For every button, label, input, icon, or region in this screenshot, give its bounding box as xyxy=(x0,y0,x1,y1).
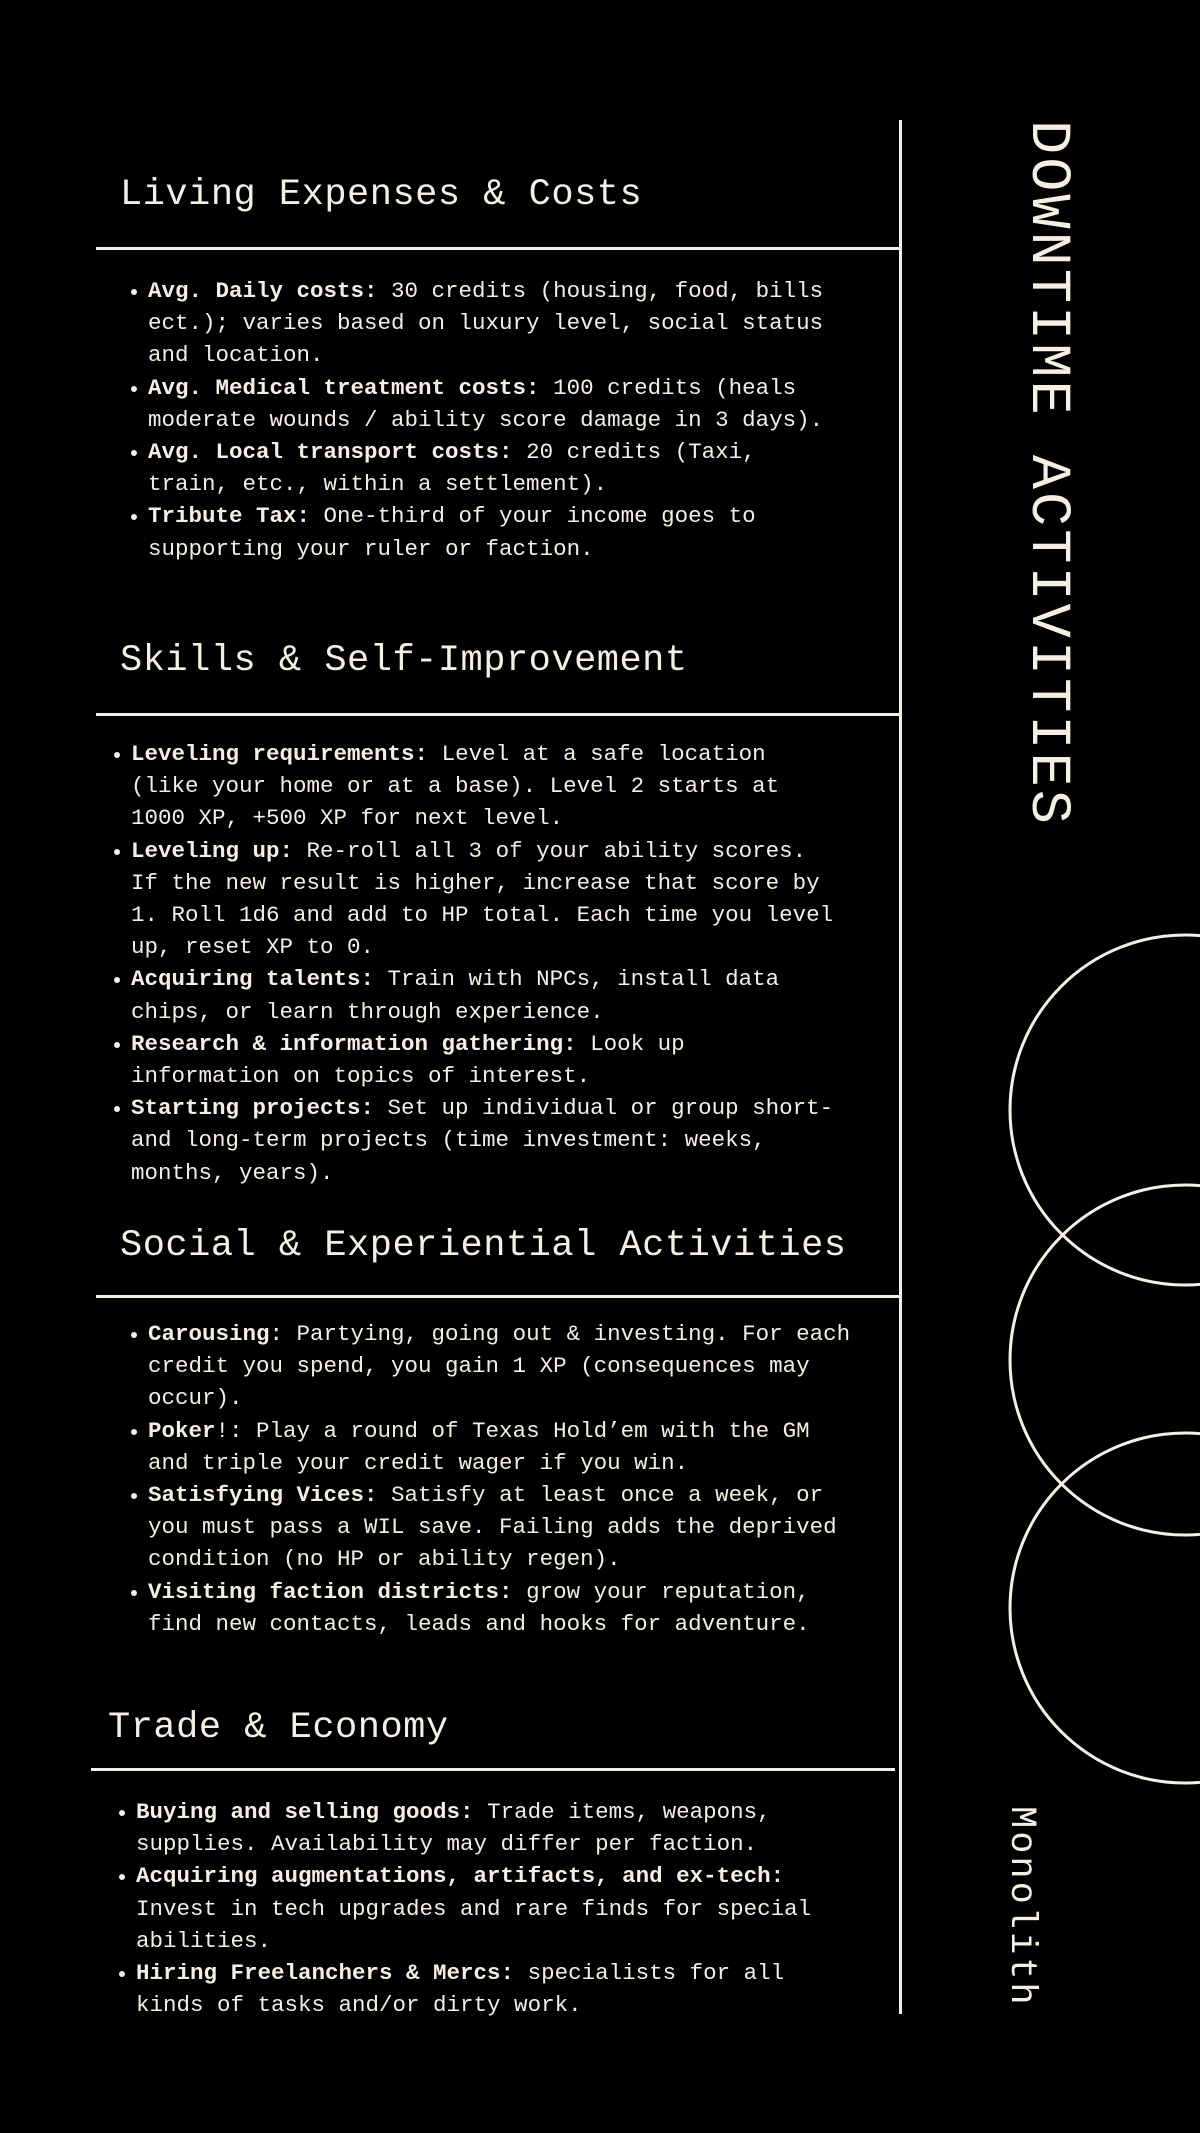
item-text: Set up individual or group short- and long-term projects (time investment: weeks, months, years). xyxy=(131,1095,834,1186)
item-label: Leveling up: xyxy=(131,837,294,864)
brand-label: Monolith xyxy=(1000,1806,1042,2008)
item-label: Buying and selling goods: xyxy=(136,1799,474,1825)
page-title: DOWNTIME ACTIVITIES xyxy=(1015,120,1079,827)
decorative-circle-middle xyxy=(1010,1185,1200,1535)
item-text: : Partying, going out & investing. For each credit you spend, you gain 1 XP (consequences may occur). xyxy=(148,1321,851,1412)
item-label: Carousing xyxy=(148,1321,270,1347)
item-label: Satisfying Vices: xyxy=(148,1482,378,1509)
item-label: Starting projects: xyxy=(131,1095,375,1122)
decorative-circle-top xyxy=(1010,935,1200,1285)
section-heading-living-expenses: Living Expenses & Costs xyxy=(120,174,643,216)
item-text: Look up information on topics of interest. xyxy=(131,1030,685,1090)
item-text: specialists for all kinds of tasks and/or dirty work. xyxy=(136,1960,785,2019)
section-heading-trade: Trade & Economy xyxy=(108,1707,449,1749)
item-text: Level at a safe location (like your home or at a base). Level 2 starts at 1000 XP, +500 XP for next level. xyxy=(131,741,780,832)
item-label: Leveling requirements: xyxy=(131,741,429,767)
item-label: Avg. Daily costs: xyxy=(148,278,378,304)
item-text: 20 credits (Taxi, train, etc., within a settlement). xyxy=(148,439,756,498)
item-label: Poker xyxy=(148,1417,216,1444)
section-heading-skills: Skills & Self-Improvement xyxy=(120,640,688,682)
item-label: Acquiring augmentations, artifacts, and ex-tech: xyxy=(136,1863,785,1890)
item-text: 100 credits (heals moderate wounds / ability score damage in 3 days). xyxy=(148,374,824,433)
item-text: Invest in tech upgrades and rare finds for special abilities. xyxy=(136,1895,812,1954)
item-text: Train with NPCs, install data chips, or learn through experience. xyxy=(131,966,780,1025)
item-text: One-third of your income goes to supporting your ruler or faction. xyxy=(148,503,756,562)
item-text: Trade items, weapons, supplies. Availability may differ per faction. xyxy=(136,1799,771,1858)
item-text: Re-roll all 3 of your ability scores. If the new result is higher, increase that score by 1. Roll 1d6 and add to HP total. Each time you level up, reset XP to 0. xyxy=(131,837,834,961)
decorative-circle-bottom xyxy=(1010,1433,1200,1783)
item-label: Research & information gathering: xyxy=(131,1030,577,1057)
item-text: !: Play a round of Texas Hold’em with the GM and triple your credit wager if you win. xyxy=(148,1417,810,1476)
section-heading-social: Social & Experiential Activities xyxy=(120,1225,847,1267)
item-text: 30 credits (housing, food, bills ect.); varies based on luxury level, social status and location. xyxy=(148,278,824,369)
item-label: Tribute Tax: xyxy=(148,503,311,530)
item-label: Visiting faction districts: xyxy=(148,1578,513,1605)
item-text: grow your reputation, find new contacts, leads and hooks for adventure. xyxy=(148,1578,810,1637)
item-label: Avg. Local transport costs: xyxy=(148,439,513,466)
item-label: Acquiring talents: xyxy=(131,966,375,993)
item-text: Satisfy at least once a week, or you must pass a WIL save. Failing adds the deprived condition (no HP or ability regen). xyxy=(148,1482,837,1573)
item-label: Avg. Medical treatment costs: xyxy=(148,374,540,401)
item-label: Hiring Freelanchers & Mercs: xyxy=(136,1960,515,1987)
